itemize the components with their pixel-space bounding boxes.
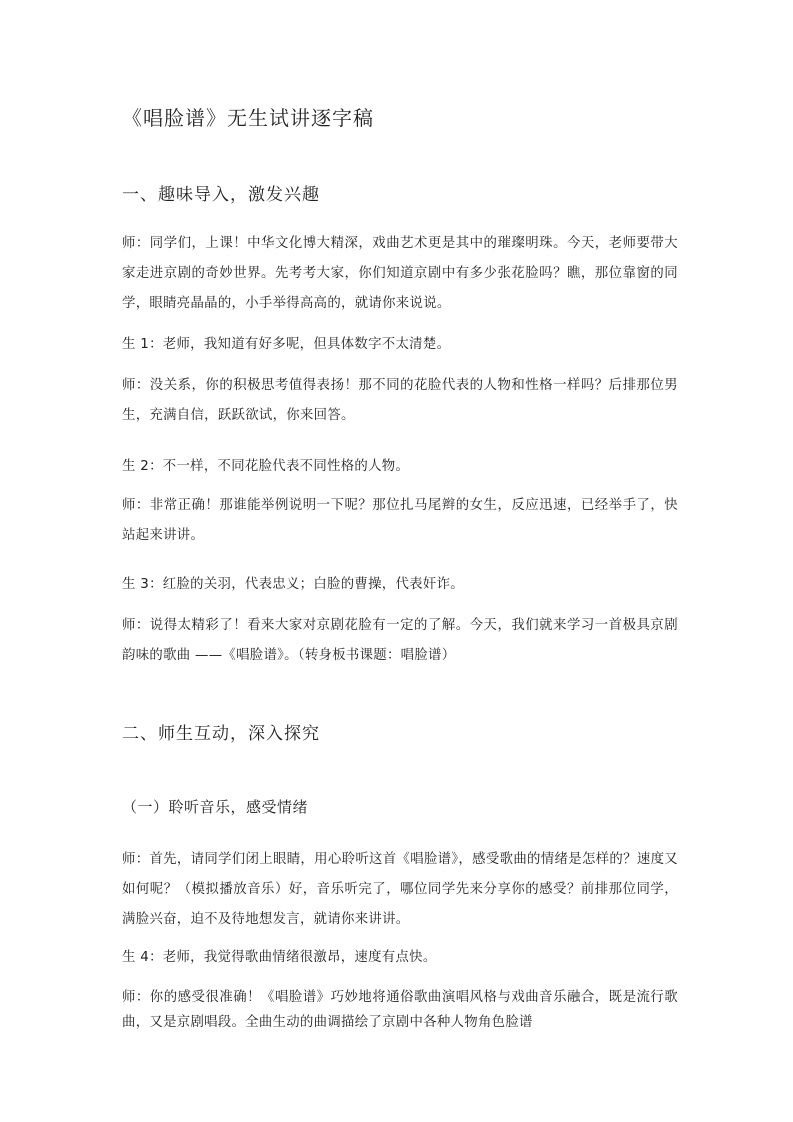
- paragraph: 师：同学们，上课！中华文化博大精深，戏曲艺术更是其中的璀璨明珠。今天，老师要带大家走进京剧的奇妙世界。先考考大家，你们知道京剧中有多少张花脸吗？瞧，那位靠窗的同学，眼睛亮晶晶的，小手举得高高的，就请你来说说。: [122, 236, 678, 311]
- paragraph: 师：非常正确！那谁能举例说明一下呢？那位扎马尾辫的女生，反应迅速，已经举手了，快站起来讲讲。: [122, 498, 678, 543]
- paragraph: 生 2：不一样，不同花脸代表不同性格的人物。: [122, 459, 410, 474]
- paragraph: 师：没关系，你的积极思考值得表扬！那不同的花脸代表的人物和性格一样吗？后排那位男生，充满自信，跃跃欲试，你来回答。: [122, 378, 678, 423]
- section-heading-1: 一、趣味导入，激发兴趣: [122, 185, 320, 205]
- paragraph: 生 4：老师，我觉得歌曲情绪很激昂，速度有点快。: [122, 950, 437, 965]
- paragraph: 师：说得太精彩了！看来大家对京剧花脸有一定的了解。今天，我们就来学习一首极具京剧韵味的歌曲 ——《唱脸谱》。（转身板书课题：唱脸谱）: [122, 618, 678, 663]
- document-title: 《唱脸谱》无生试讲逐字稿: [122, 106, 374, 130]
- paragraph: 师：首先，请同学们闭上眼睛，用心聆听这首《唱脸谱》，感受歌曲的情绪是怎样的？速度又如何呢？（模拟播放音乐）好，音乐听完了，哪位同学先来分享你的感受？前排那位同学，满脸兴奋，迫不及待地想发言，就请你来讲讲。: [122, 852, 678, 927]
- subsection-heading: （一）聆听音乐，感受情绪: [122, 798, 309, 816]
- paragraph: 师：你的感受很准确！《唱脸谱》巧妙地将通俗歌曲演唱风格与戏曲音乐融合，既是流行歌曲，又是京剧唱段。全曲生动的曲调描绘了京剧中各种人物角色脸谱: [122, 990, 678, 1030]
- paragraph: 生 1：老师，我知道有好多呢，但具体数字不太清楚。: [122, 337, 451, 352]
- section-heading-2: 二、师生互动，深入探究: [122, 724, 320, 744]
- paragraph: 生 3：红脸的关羽，代表忠义；白脸的曹操，代表奸诈。: [122, 577, 464, 592]
